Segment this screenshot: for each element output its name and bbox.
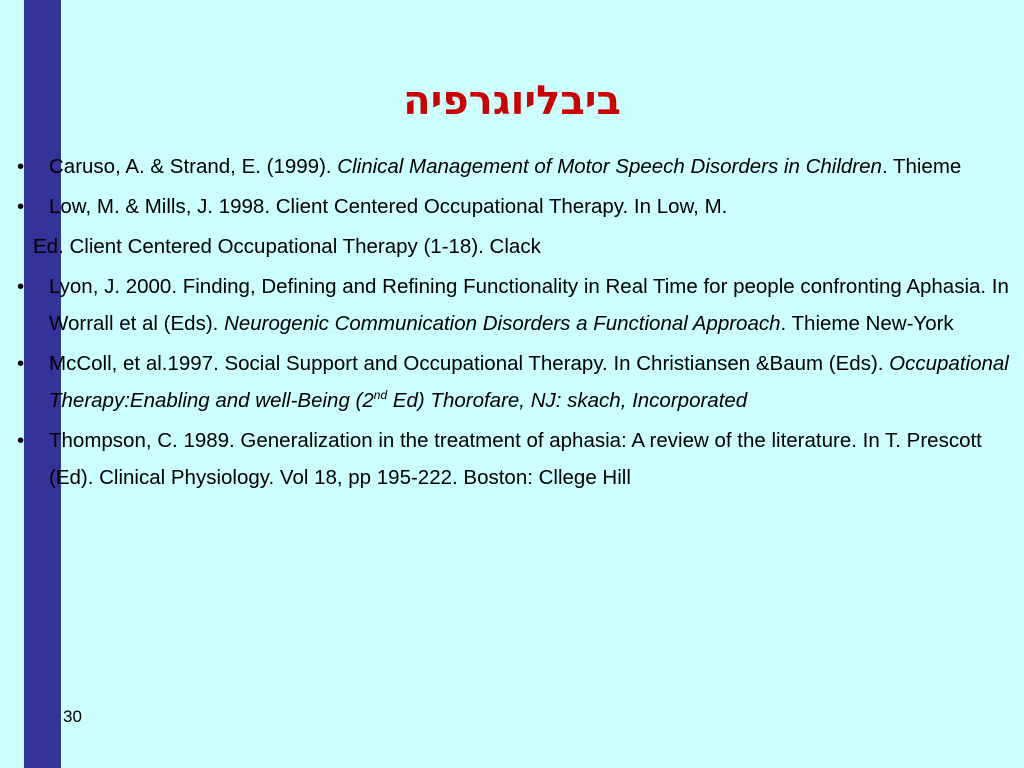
bullet: • [17,155,25,178]
reference-text: Lyon, J. 2000. Finding, Defining and Refining Functionality in Real Time for people confronting Aphasia. In Worrall et al (Eds). [49,275,1009,335]
bullet: • [17,429,25,452]
reference-thompson [0,422,1010,496]
reference-caruso [0,148,1010,185]
reference-publisher: . Thieme New-York [780,312,954,335]
reference-title: Clinical Management of Motor Speech Disorders in Children [337,155,882,178]
reference-low-continuation: Ed. Client Centered Occupational Therapy (1-18). Clack [33,235,541,258]
reference-title-continued: Ed) Thorofare, NJ: skach, Incorporated [387,389,748,412]
reference-text: McColl, et al.1997. Social Support and Occupational Therapy. In Christiansen &Baum (Eds). [49,352,890,375]
superscript: nd [373,388,388,403]
reference-low [0,188,1010,225]
bullet: • [17,275,25,298]
reference-publisher: . Thieme [881,155,962,178]
reference-text: Caruso, A. & Strand, E. (1999). [49,155,338,178]
bullet: • [17,352,25,375]
reference-title: Occupational Therapy:Enabling and well-Being (2 [49,352,1009,412]
reference-text: Thompson, C. 1989. Generalization in the treatment of aphasia: A review of the literature. In T. Prescott (Ed). Clinical Physiology. Vol 18, pp 195-222. Boston: Cllege Hill [49,429,982,489]
slide-title: ביבליוגרפיה [403,78,621,124]
bibliography-list [0,148,1010,499]
page-number: 30 [63,707,82,726]
reference-text: Low, M. & Mills, J. 1998. Client Centered Occupational Therapy. In Low, M. [49,195,728,218]
reference-title: Neurogenic Communication Disorders a Functional Approach [224,312,781,335]
bullet: • [17,195,25,218]
reference-lyon [0,268,1010,342]
reference-mccoll [0,345,1010,419]
